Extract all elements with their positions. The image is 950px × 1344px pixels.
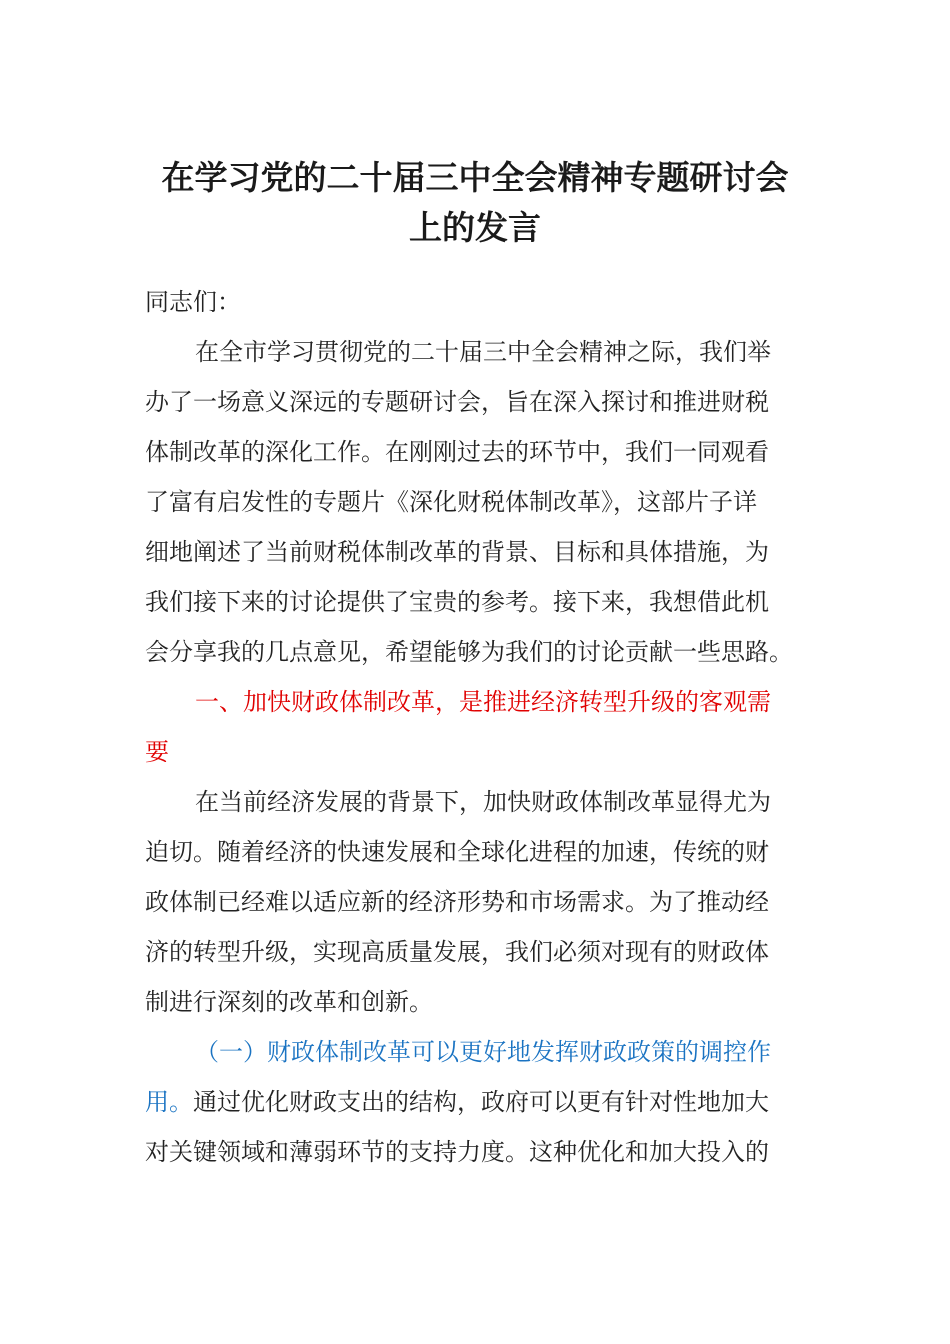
intro-line: 细地阐述了当前财税体制改革的背景、目标和具体措施，为 [145,538,769,566]
document-title-line-1: 在学习党的二十届三中全会精神专题研讨会 [161,158,789,197]
intro-line: 了富有启发性的专题片《深化财税体制改革》，这部片子详 [145,488,757,516]
section-1-line: 济的转型升级，实现高质量发展，我们必须对现有的财政体 [145,938,769,966]
subsection-1-body-text: 通过优化财政支出的结构，政府可以更有针对性地加大 [193,1088,769,1116]
salutation: 同志们： [145,288,241,316]
section-1-line: 政体制已经难以适应新的经济形势和市场需求。为了推动经 [145,888,769,916]
subsection-1-line: 对关键领域和薄弱环节的支持力度。这种优化和加大投入的 [145,1138,769,1166]
section-1-heading-line-2: 要 [145,738,169,766]
subsection-1-heading-line-2: 用。 [145,1088,193,1116]
section-1-line: 制进行深刻的改革和创新。 [145,988,433,1016]
intro-line: 在全市学习贯彻党的二十届三中全会精神之际，我们举 [195,338,771,366]
section-1-heading-line-1: 一、加快财政体制改革，是推进经济转型升级的客观需 [195,688,771,716]
intro-line: 我们接下来的讨论提供了宝贵的参考。接下来，我想借此机 [145,588,769,616]
subsection-1-line-2 [145,1086,805,1118]
section-1-line: 在当前经济发展的背景下，加快财政体制改革显得尤为 [195,788,771,816]
section-1-line: 迫切。随着经济的快速发展和全球化进程的加速，传统的财 [145,838,769,866]
intro-line: 会分享我的几点意见，希望能够为我们的讨论贡献一些思路。 [145,638,793,666]
intro-line: 办了一场意义深远的专题研讨会，旨在深入探讨和推进财税 [145,388,769,416]
document-title-line-2: 上的发言 [409,208,541,247]
subsection-1-heading-line-1: （一）财政体制改革可以更好地发挥财政政策的调控作 [195,1038,771,1066]
intro-line: 体制改革的深化工作。在刚刚过去的环节中，我们一同观看 [145,438,769,466]
